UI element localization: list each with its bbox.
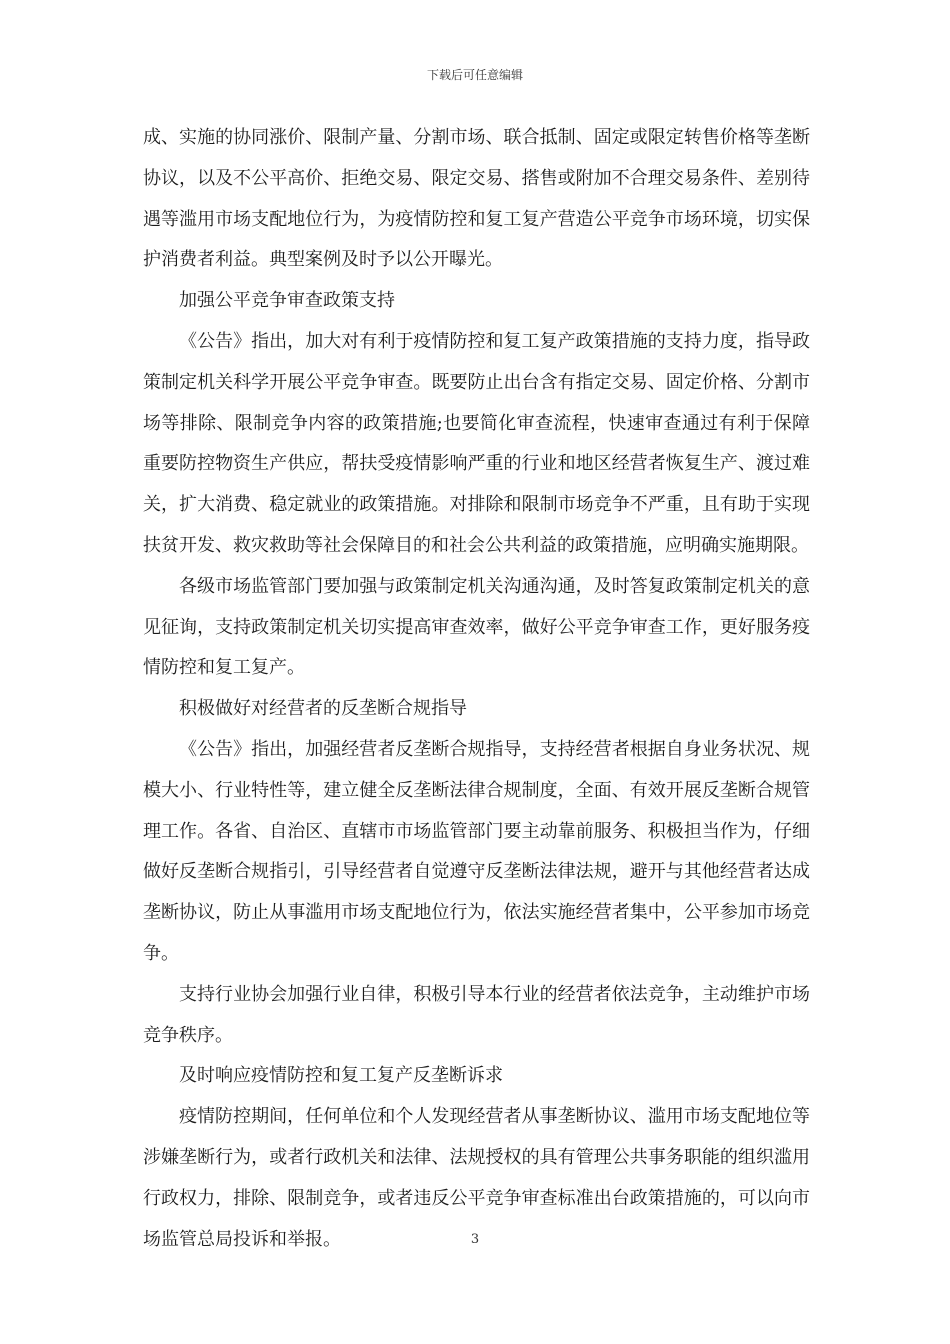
section-heading-fair-competition-review: 加强公平竞争审查政策支持 <box>179 290 395 312</box>
paragraph: 支持行业协会加强行业自律，积极引导本行业的经营者依法竞争，主动维护市场竞争秩序。 <box>143 983 810 1046</box>
page-header: 下载后可任意编辑 <box>426 68 523 82</box>
paragraph: 《公告》指出，加强经营者反垄断合规指导，支持经营者根据自身业务状况、规模大小、行业特性等，建立健全反垄断法律合规制度，全面、有效开展反垄断合规管理工作。各省、自治区、直辖市市场监管部门要主动靠前服务、积极担当作为，仔细做好反垄断合规指引，引导经营者自觉遵守反垄断法律法规，避开与其他经营者达成垄断协议，防止从事滥用市场支配地位行为，依法实施经营者集中，公平参加市场竞争。 <box>143 738 810 964</box>
page-number: 3 <box>470 1232 480 1247</box>
section-heading-compliance-guidance: 积极做好对经营者的反垄断合规指导 <box>179 698 467 720</box>
document-body <box>143 118 810 1260</box>
paragraph: 疫情防控期间，任何单位和个人发现经营者从事垄断协议、滥用市场支配地位等涉嫌垄断行为，或者行政机关和法律、法规授权的具有管理公共事务职能的组织滥用行政权力，排除、限制竞争，或者违反公平竞争审查标准出台政策措施的，可以向市场监管总局投诉和举报。 <box>143 1106 810 1250</box>
paragraph: 《公告》指出，加大对有利于疫情防控和复工复产政策措施的支持力度，指导政策制定机关科学开展公平竞争审查。既要防止出台含有指定交易、固定价格、分割市场等排除、限制竞争内容的政策措施;也要简化审查流程，快速审查通过有利于保障重要防控物资生产供应，帮扶受疫情影响严重的行业和地区经营者恢复生产、渡过难关，扩大消费、稳定就业的政策措施。对排除和限制市场竞争不严重，且有助于实现扶贫开发、救灾救助等社会保障目的和社会公共利益的政策措施，应明确实施期限。 <box>143 330 810 556</box>
section-heading-antitrust-appeals: 及时响应疫情防控和复工复产反垄断诉求 <box>179 1065 503 1087</box>
paragraph-continued: 成、实施的协同涨价、限制产量、分割市场、联合抵制、固定或限定转售价格等垄断协议，以及不公平高价、拒绝交易、限定交易、搭售或附加不合理交易条件、差别待遇等滥用市场支配地位行为，为疫情防控和复工复产营造公平竞争市场环境，切实保护消费者利益。典型案例及时予以公开曝光。 <box>143 127 810 271</box>
paragraph: 各级市场监管部门要加强与政策制定机关沟通沟通，及时答复政策制定机关的意见征询，支持政策制定机关切实提高审查效率，做好公平竞争审查工作，更好服务疫情防控和复工复产。 <box>143 575 810 679</box>
